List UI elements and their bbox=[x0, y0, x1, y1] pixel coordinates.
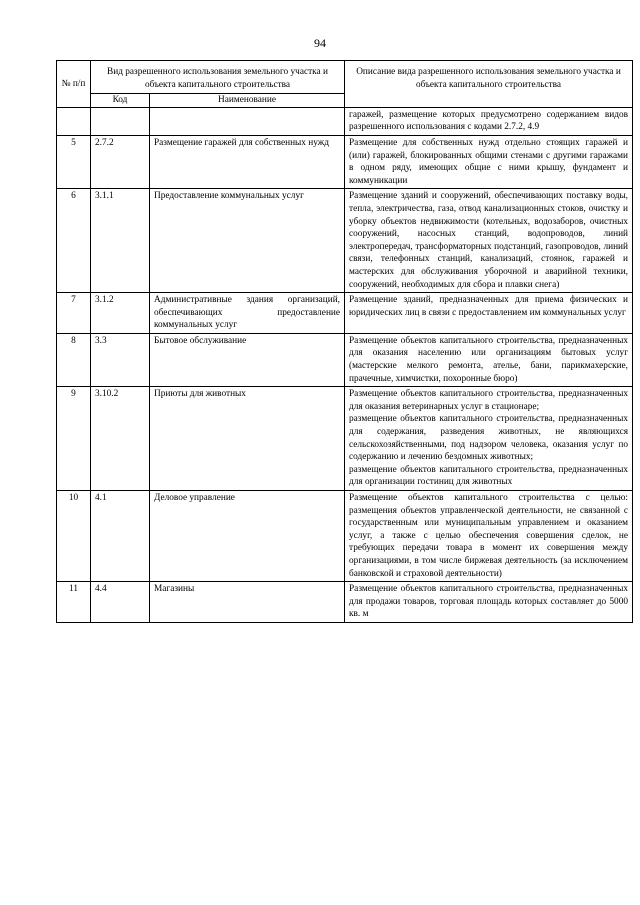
table-row-continuation bbox=[57, 107, 633, 135]
cell-code: 4.4 bbox=[91, 582, 150, 623]
description-paragraph: Размещение объектов капитального строительства с целью: размещения объектов управленческой деятельности, не связанной с государственным или муниципальным управлением и оказанием услуг, а также с целью обеспечения совершения сделок, не требующих передачи товара в момент их совершения между организациями, в том числе биржевая деятельность (за исключением банковской и страховой деятельности) bbox=[349, 493, 629, 579]
table-header-row bbox=[57, 61, 633, 94]
header-number: № п/п bbox=[57, 61, 91, 108]
header-code: Код bbox=[91, 94, 150, 108]
cell-name: Деловое управление bbox=[150, 491, 345, 582]
land-use-table bbox=[56, 60, 633, 623]
cell-description bbox=[345, 333, 633, 386]
cell-description bbox=[345, 387, 633, 491]
description-paragraph: размещение объектов капитального строительства, предназначенных для организации гостиниц для животных bbox=[349, 464, 629, 488]
description-paragraph: Размещение объектов капитального строительства, предназначенных для оказания населению или организациям бытовых услуг (мастерские мелкого ремонта, ателье, бани, парикмахерские, прачечные, химчистки, похоронные бюро) bbox=[349, 335, 629, 384]
cell-description: гаражей, размещение которых предусмотрено содержанием видов разрешенного использования с кодами 2.7.2, 4.9 bbox=[345, 107, 633, 135]
cell-name: Размещение гаражей для собственных нужд bbox=[150, 135, 345, 188]
cell-description bbox=[345, 135, 633, 188]
header-description: Описание вида разрешенного использования земельного участка и объекта капитального строительства bbox=[345, 61, 633, 108]
cell-number bbox=[57, 107, 91, 135]
cell-code bbox=[91, 107, 150, 135]
cell-code: 3.3 bbox=[91, 333, 150, 386]
cell-code: 3.1.1 bbox=[91, 189, 150, 293]
cell-number: 5 bbox=[57, 135, 91, 188]
cell-number: 11 bbox=[57, 582, 91, 623]
table-row bbox=[57, 135, 633, 188]
cell-name: Административные здания организаций, обеспечивающих предоставление коммунальных услуг bbox=[150, 293, 345, 334]
cell-name: Магазины bbox=[150, 582, 345, 623]
cell-code: 3.10.2 bbox=[91, 387, 150, 491]
table-row bbox=[57, 293, 633, 334]
cell-name: Предоставление коммунальных услуг bbox=[150, 189, 345, 293]
table-row bbox=[57, 333, 633, 386]
cell-number: 6 bbox=[57, 189, 91, 293]
description-paragraph: Размещение зданий, предназначенных для приема физических и юридических лиц в связи с предоставлением им коммунальных услуг bbox=[349, 295, 629, 318]
cell-code: 4.1 bbox=[91, 491, 150, 582]
cell-name bbox=[150, 107, 345, 135]
cell-number: 10 bbox=[57, 491, 91, 582]
description-paragraph: Размещение зданий и сооружений, обеспечивающих поставку воды, тепла, электричества, газа, отвод канализационных стоков, очистку и уборку объектов недвижимости (котельных, водозаборов, очистных сооружений, насосных станций, водопроводов, линий электропередач, трансформаторных подстанций, газопроводов, линий связи, телефонных станций, канализаций, стоянок, гаражей и мастерских для обслуживания уборочной и аварийной техники, сооружений, необходимых для сбора и плавки снега) bbox=[349, 191, 629, 290]
cell-number: 8 bbox=[57, 333, 91, 386]
table-row bbox=[57, 189, 633, 293]
description-paragraph: размещение объектов капитального строительства, предназначенных для содержания, разведения животных, не являющихся сельскохозяйственными, под надзором человека, оказания услуг по содержанию и лечению бездомных животных; bbox=[349, 414, 629, 463]
description-paragraph: Размещение объектов капитального строительства, предназначенных для оказания ветеринарных услуг в стационаре; bbox=[349, 389, 629, 412]
cell-code: 3.1.2 bbox=[91, 293, 150, 334]
table-row bbox=[57, 491, 633, 582]
header-name: Наименование bbox=[150, 94, 345, 108]
header-kind: Вид разрешенного использования земельного участка и объекта капитального строительства bbox=[91, 61, 345, 94]
cell-number: 9 bbox=[57, 387, 91, 491]
table-row bbox=[57, 582, 633, 623]
description-paragraph: Размещение для собственных нужд отдельно стоящих гаражей и (или) гаражей, блокированных общими стенами с другими гаражами в одном ряду, имеющих общие с ними крышу, фундамент и коммуникации bbox=[349, 137, 629, 186]
description-paragraph: Размещение объектов капитального строительства, предназначенных для продажи товаров, торговая площадь которых составляет до 5000 кв. м bbox=[349, 584, 629, 620]
cell-description bbox=[345, 491, 633, 582]
table-row bbox=[57, 387, 633, 491]
cell-code: 2.7.2 bbox=[91, 135, 150, 188]
page-number: 94 bbox=[314, 36, 326, 50]
cell-description bbox=[345, 189, 633, 293]
cell-name: Приюты для животных bbox=[150, 387, 345, 491]
cell-number: 7 bbox=[57, 293, 91, 334]
cell-name: Бытовое обслуживание bbox=[150, 333, 345, 386]
cell-description bbox=[345, 293, 633, 334]
cell-description bbox=[345, 582, 633, 623]
